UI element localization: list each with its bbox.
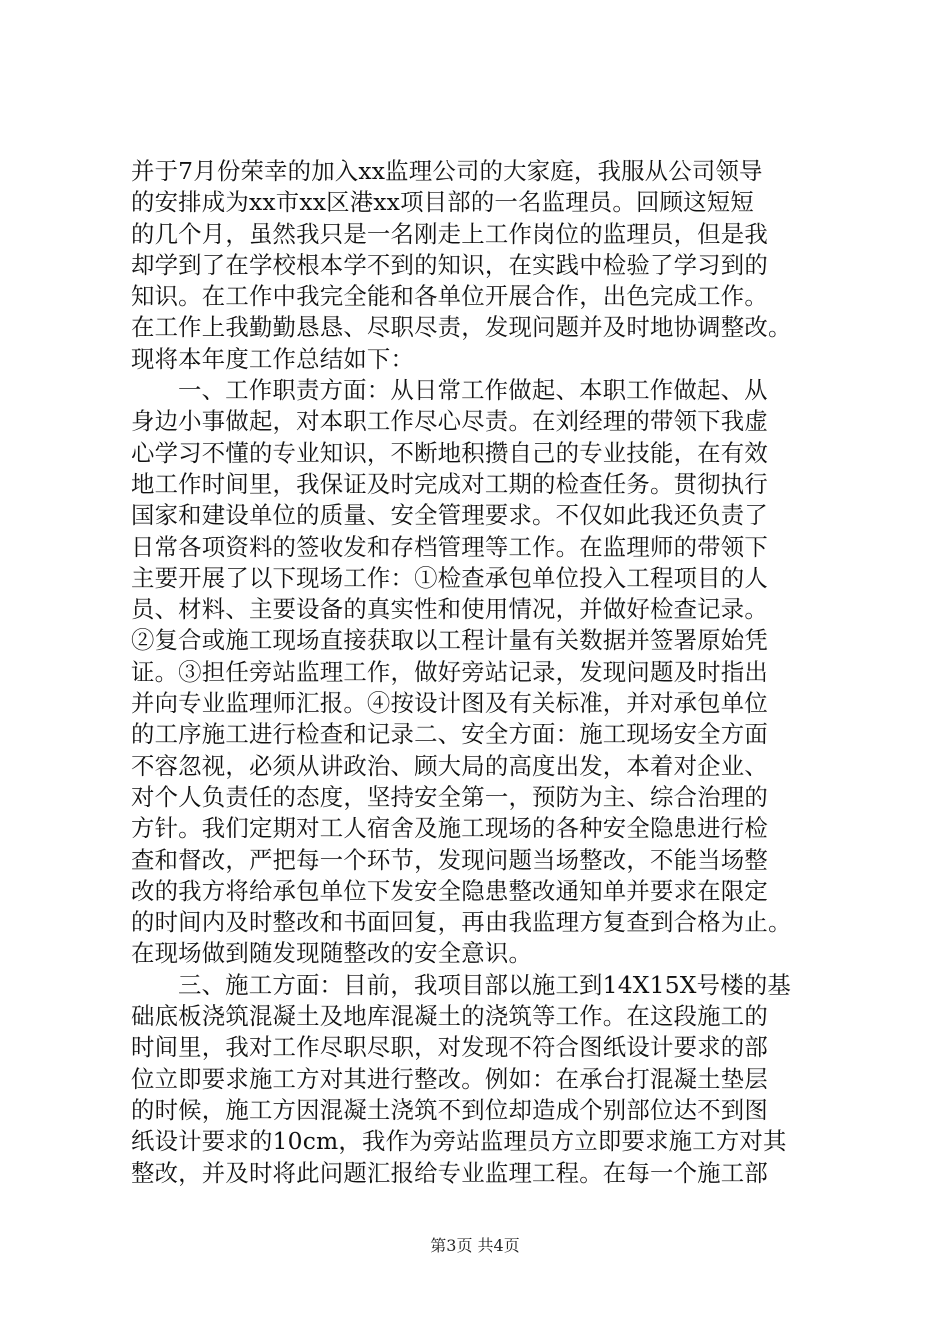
text-line: 并向专业监理师汇报。④按设计图及有关标准，并对承包单位 xyxy=(131,689,768,718)
page-number-footer: 第3页 共4页 xyxy=(430,1236,520,1255)
text-line: 的时候，施工方因混凝土浇筑不到位却造成个别部位达不到图 xyxy=(131,1095,768,1124)
text-line: 一、工作职责方面：从日常工作做起、本职工作做起、从 xyxy=(178,376,768,405)
text-line: 的工序施工进行检查和记录二、安全方面：施工现场安全方面 xyxy=(131,720,768,749)
text-line: 方针。我们定期对工人宿舍及施工现场的各种安全隐患进行检 xyxy=(131,814,768,843)
text-line: 的几个月，虽然我只是一名刚走上工作岗位的监理员，但是我 xyxy=(131,219,768,248)
text-line: 证。③担任旁站监理工作，做好旁站记录，发现问题及时指出 xyxy=(131,657,768,686)
text-line: 在现场做到随发现随整改的安全意识。 xyxy=(131,939,533,968)
text-line: 在工作上我勤勤恳恳、尽职尽责，发现问题并及时地协调整改。 xyxy=(131,313,792,342)
text-line: 现将本年度工作总结如下： xyxy=(131,344,415,373)
text-line: ②复合或施工现场直接获取以工程计量有关数据并签署原始凭 xyxy=(131,626,768,655)
text-line: 对个人负责任的态度，坚持安全第一，预防为主、综合治理的 xyxy=(131,782,768,811)
text-line: 地工作时间里，我保证及时完成对工期的检查任务。贯彻执行 xyxy=(131,469,768,498)
text-line: 国家和建设单位的质量、安全管理要求。不仅如此我还负责了 xyxy=(131,501,768,530)
text-line: 改的我方将给承包单位下发安全隐患整改通知单并要求在限定 xyxy=(131,876,768,905)
text-line: 三、施工方面：目前，我项目部以施工到14X15X号楼的基 xyxy=(178,970,792,999)
text-line: 位立即要求施工方对其进行整改。例如：在承台打混凝土垫层 xyxy=(131,1064,768,1093)
text-line: 员、材料、主要设备的真实性和使用情况，并做好检查记录。 xyxy=(131,595,768,624)
text-line: 纸设计要求的10cm，我作为旁站监理员方立即要求施工方对其 xyxy=(131,1127,787,1156)
text-line: 身边小事做起，对本职工作尽心尽责。在刘经理的带领下我虚 xyxy=(131,407,768,436)
text-line: 的时间内及时整改和书面回复，再由我监理方复查到合格为止。 xyxy=(131,908,792,937)
text-line: 主要开展了以下现场工作：①检查承包单位投入工程项目的人 xyxy=(131,563,768,592)
text-line: 知识。在工作中我完全能和各单位开展合作，出色完成工作。 xyxy=(131,282,768,311)
text-line: 查和督改，严把每一个环节，发现问题当场整改，不能当场整 xyxy=(131,845,768,874)
text-line: 不容忽视，必须从讲政治、顾大局的高度出发，本着对企业、 xyxy=(131,751,768,780)
text-line: 并于7月份荣幸的加入xx监理公司的大家庭，我服从公司领导 xyxy=(131,157,763,185)
text-line: 的安排成为xx市xx区港xx项目部的一名监理员。回顾这短短 xyxy=(131,188,754,217)
text-line: 日常各项资料的签收发和存档管理等工作。在监理师的带领下 xyxy=(131,532,768,561)
text-line: 心学习不懂的专业知识，不断地积攒自己的专业技能，在有效 xyxy=(131,438,768,467)
text-line: 时间里，我对工作尽职尽职，对发现不符合图纸设计要求的部 xyxy=(131,1033,768,1062)
text-line: 整改，并及时将此问题汇报给专业监理工程。在每一个施工部 xyxy=(131,1158,768,1187)
document-body xyxy=(131,156,831,1189)
text-line: 础底板浇筑混凝土及地库混凝土的浇筑等工作。在这段施工的 xyxy=(131,1002,768,1031)
text-line: 却学到了在学校根本学不到的知识，在实践中检验了学习到的 xyxy=(131,250,768,279)
